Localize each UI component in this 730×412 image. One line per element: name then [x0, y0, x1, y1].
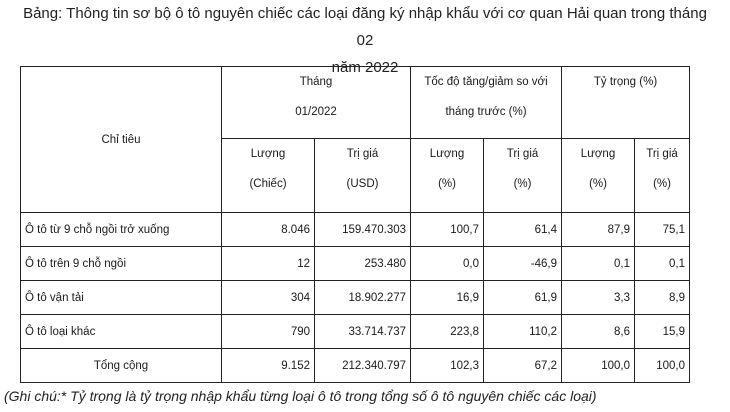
header-toc-do-line2: tháng trước (%) — [445, 106, 527, 118]
row-label: Ô tô vận tải — [21, 281, 222, 315]
header-thang-line1: Tháng — [299, 76, 333, 88]
subheader-cell: Lượng (Chiếc) — [222, 139, 315, 213]
table-cell: 0,1 — [635, 247, 690, 281]
table-cell: 253.480 — [315, 247, 411, 281]
table-cell: 15,9 — [635, 315, 690, 349]
table-cell: 790 — [222, 315, 315, 349]
footnote-text: Tỷ trọng là tỷ trọng nhập khẩu từng loại ô tô trong tổng số ô tô nguyên chiếc các loại) — [66, 388, 597, 404]
table-cell: 212.340.797 — [315, 349, 411, 383]
total-label: Tổng cộng — [21, 349, 222, 383]
table-cell: 110,2 — [484, 315, 562, 349]
header-ty-trong — [562, 67, 690, 139]
footnote-prefix: (Ghi chú:* — [4, 388, 67, 404]
row-label: Ô tô loại khác — [21, 315, 222, 349]
table-row — [21, 315, 690, 349]
footnote — [4, 388, 597, 404]
import-data-table — [20, 66, 690, 383]
table-cell: 8.046 — [222, 213, 315, 247]
table-cell: 87,9 — [562, 213, 635, 247]
header-row — [21, 67, 690, 139]
subheader-cell: Trị giá (%) — [635, 139, 690, 213]
table-cell: 0,0 — [411, 247, 484, 281]
header-thang — [222, 67, 411, 139]
row-label: Ô tô từ 9 chỗ ngồi trở xuống — [21, 213, 222, 247]
table-cell: -46,9 — [484, 247, 562, 281]
table-cell: 223,8 — [411, 315, 484, 349]
table-cell: 3,3 — [562, 281, 635, 315]
table-cell: 8,9 — [635, 281, 690, 315]
table-row — [21, 213, 690, 247]
table-cell: 18.902.277 — [315, 281, 411, 315]
subheader-cell: Lượng (%) — [562, 139, 635, 213]
header-toc-do — [411, 67, 562, 139]
table-cell: 100,0 — [635, 349, 690, 383]
table-cell: 100,7 — [411, 213, 484, 247]
table-cell: 12 — [222, 247, 315, 281]
table-cell: 61,4 — [484, 213, 562, 247]
table-cell: 61,9 — [484, 281, 562, 315]
table-cell: 100,0 — [562, 349, 635, 383]
table-row — [21, 247, 690, 281]
title-line-2: năm 2022 — [331, 59, 399, 76]
total-row — [21, 349, 690, 383]
row-label: Ô tô trên 9 chỗ ngồi — [21, 247, 222, 281]
table-cell: 33.714.737 — [315, 315, 411, 349]
table-cell: 67,2 — [484, 349, 562, 383]
header-chi-tieu: Chỉ tiêu — [21, 67, 222, 213]
subheader-cell: Lượng (%) — [411, 139, 484, 213]
table-cell: 159.470.303 — [315, 213, 411, 247]
title-line-1: Bảng: Thông tin sơ bộ ô tô nguyên chiếc các loại đăng ký nhập khẩu với cơ quan Hải quan trong tháng 02 — [23, 5, 707, 49]
table-row — [21, 281, 690, 315]
table-cell: 102,3 — [411, 349, 484, 383]
subheader-cell: Trị giá (%) — [484, 139, 562, 213]
table-cell: 75,1 — [635, 213, 690, 247]
subheader-cell: Trị giá (USD) — [315, 139, 411, 213]
table-cell: 8,6 — [562, 315, 635, 349]
header-toc-do-line1: Tốc độ tăng/giảm so với — [424, 76, 548, 88]
table-cell: 0,1 — [562, 247, 635, 281]
table-cell: 16,9 — [411, 281, 484, 315]
table-cell: 9.152 — [222, 349, 315, 383]
table-cell: 304 — [222, 281, 315, 315]
header-thang-line2: 01/2022 — [295, 106, 337, 118]
header-ty-trong-line: Tỷ trọng (%) — [593, 76, 658, 88]
